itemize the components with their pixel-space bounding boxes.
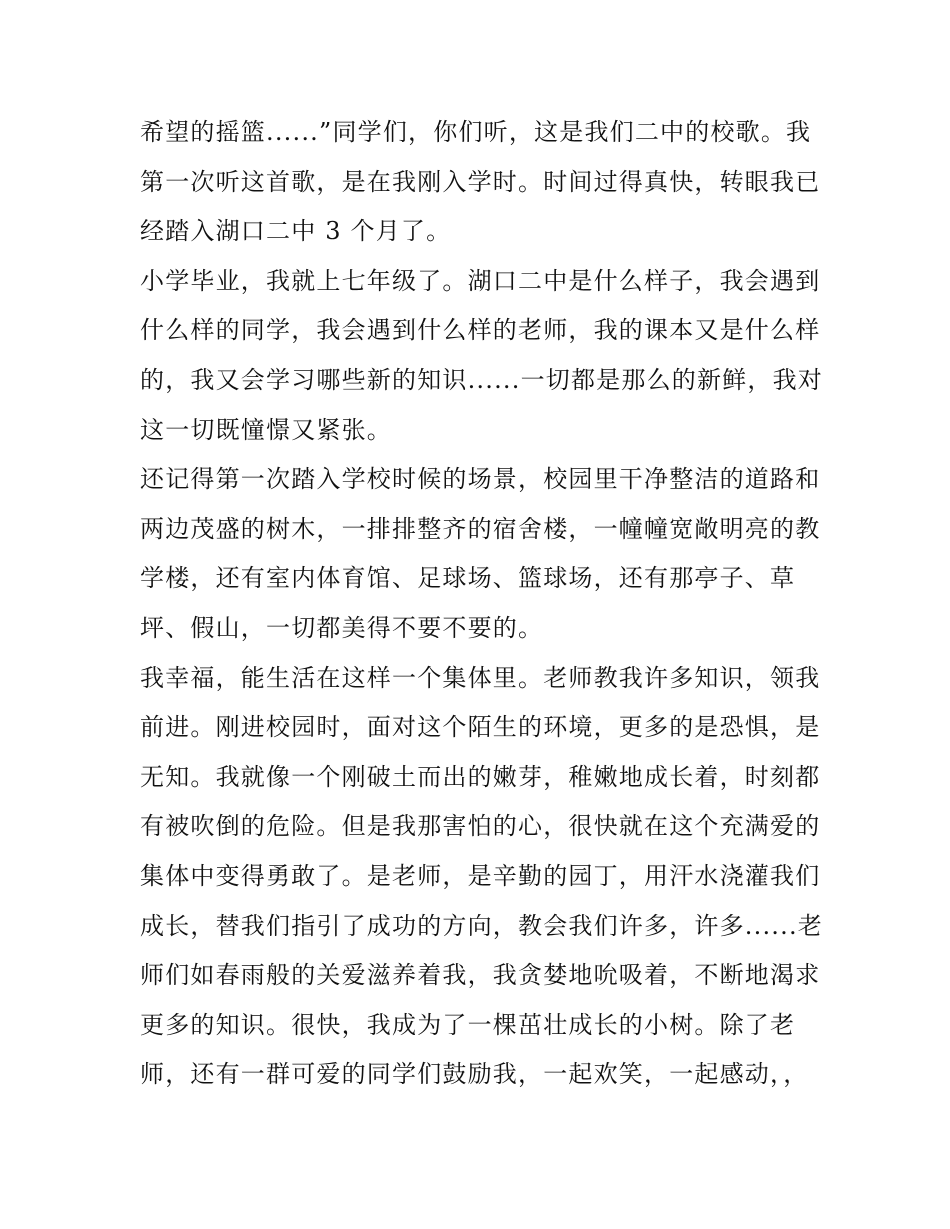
text-line: 有被吹倒的危险。但是我那害怕的心，很快就在这个充满爱的 <box>140 812 821 841</box>
text-line: 集体中变得勇敢了。是老师，是辛勤的园丁，用汗水浇灌我们 <box>140 861 821 890</box>
text-line: 经踏入湖口二中 3 个月了。 <box>140 217 452 246</box>
text-line: 成长，替我们指引了成功的方向，教会我们许多，许多......老 <box>140 911 823 940</box>
text-line: 还记得第一次踏入学校时候的场景，校园里干净整洁的道路和 <box>140 465 821 494</box>
text-line: 师，还有一群可爱的同学们鼓励我，一起欢笑，一起感动，， <box>140 1060 809 1089</box>
body-text <box>140 108 823 1100</box>
text-line: 前进。刚进校园时，面对这个陌生的环境，更多的是恐惧，是 <box>140 713 821 742</box>
text-line: 我幸福，能生活在这样一个集体里。老师教我许多知识，领我 <box>140 663 821 692</box>
text-line: 的，我又会学习哪些新的知识......一切都是那么的新鲜，我对 <box>140 365 823 394</box>
text-line: 这一切既憧憬又紧张。 <box>140 415 392 444</box>
text-line: 坪、假山，一切都美得不要不要的。 <box>140 613 544 642</box>
text-line: 无知。我就像一个刚破土而出的嫩芽，稚嫩地成长着，时刻都 <box>140 762 821 791</box>
text-line: 学楼，还有室内体育馆、足球场、篮球场，还有那亭子、草 <box>140 564 796 593</box>
text-line: 小学毕业，我就上七年级了。湖口二中是什么样子，我会遇到 <box>140 266 821 295</box>
text-line: 两边茂盛的树木，一排排整齐的宿舍楼，一幢幢宽敞明亮的教 <box>140 514 821 543</box>
text-line: 希望的摇篮......”同学们，你们听，这是我们二中的校歌。我 <box>140 118 812 146</box>
text-line: 更多的知识。很快，我成为了一棵茁壮成长的小树。除了老 <box>140 1010 796 1039</box>
text-line: 师们如春雨般的关爱滋养着我，我贪婪地吮吸着，不断地渴求 <box>140 961 821 990</box>
text-line: 什么样的同学，我会遇到什么样的老师，我的课本又是什么样 <box>140 316 821 345</box>
text-line: 第一次听这首歌，是在我刚入学时。时间过得真快，转眼我已 <box>140 167 821 196</box>
